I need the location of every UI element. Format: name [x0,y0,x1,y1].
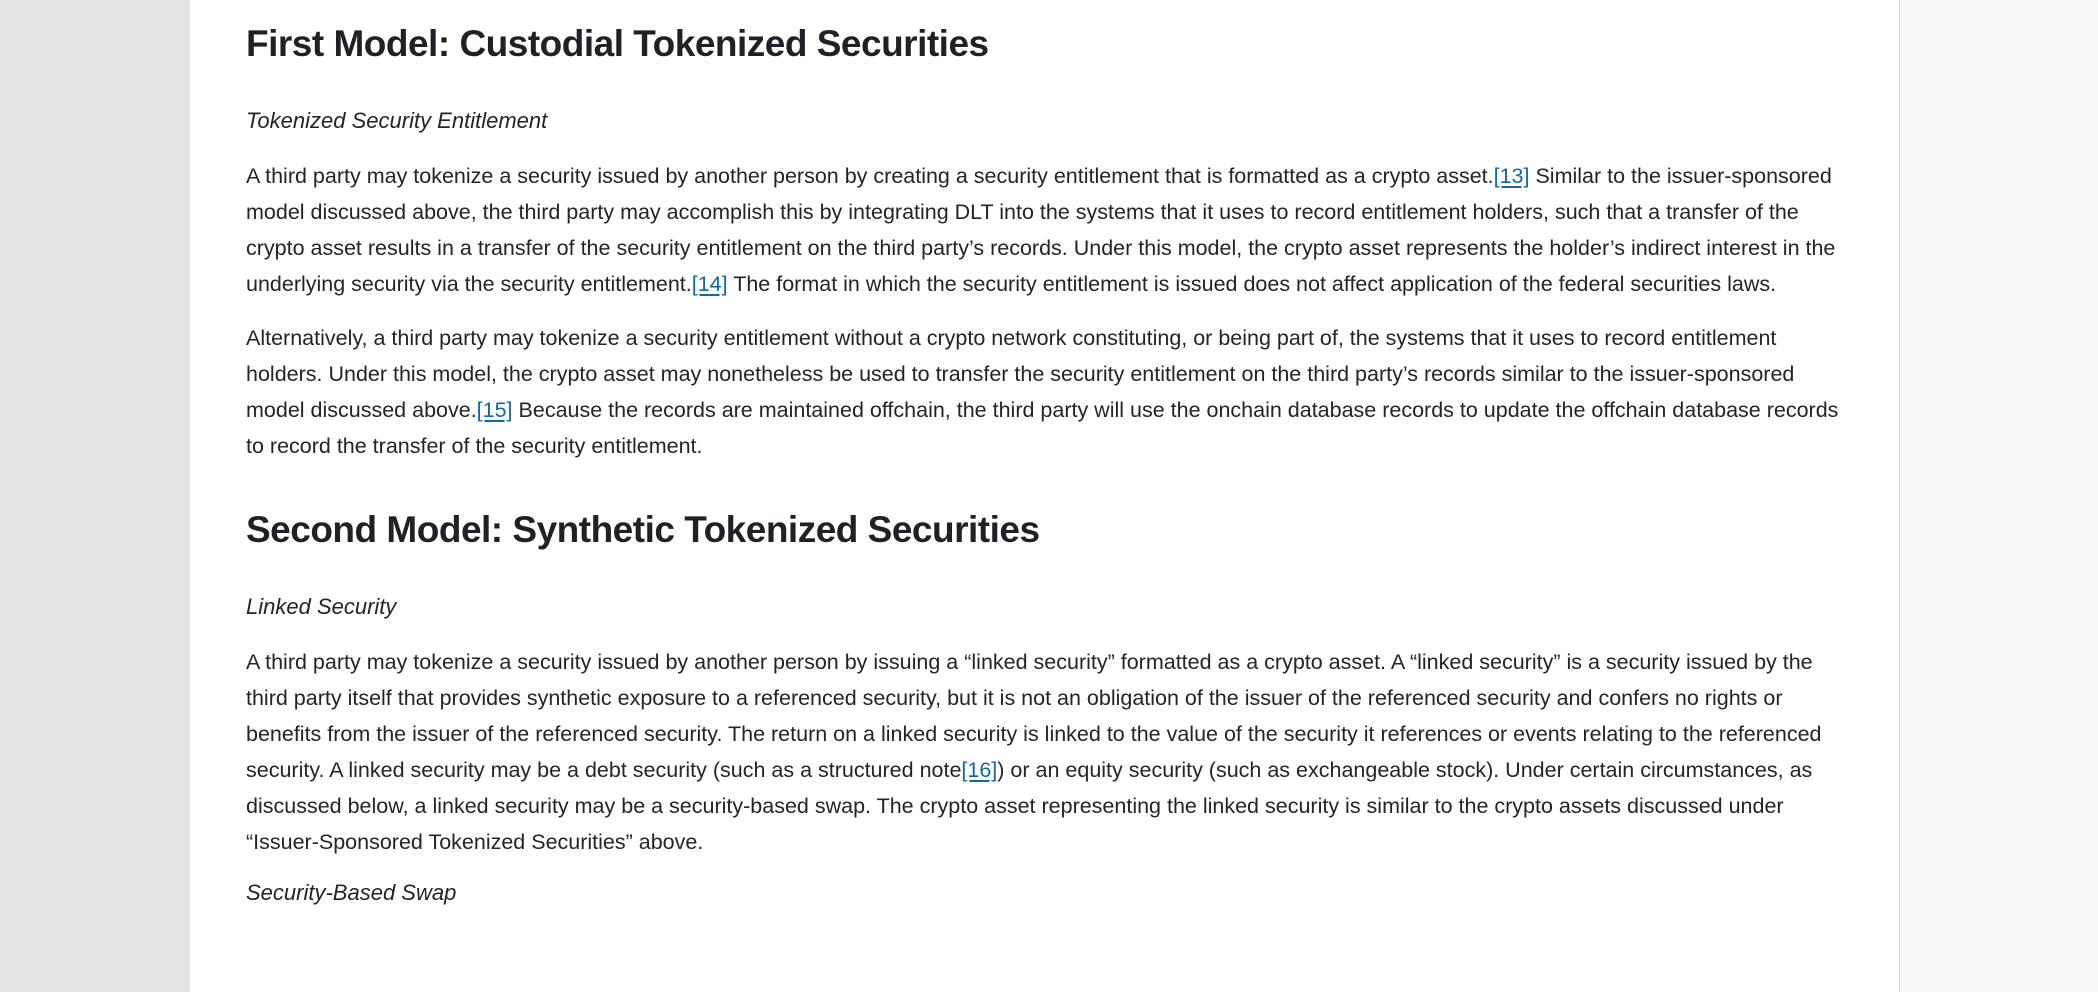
left-gutter [0,0,190,992]
paragraph-text: The format in which the security entitlement is issued does not affect application of the federal securities laws. [727,272,1777,296]
footnote-link-13[interactable]: [13] [1493,164,1530,188]
subheading-security-based-swap: Security-Based Swap [246,880,457,905]
paragraph-text: Because the records are maintained offchain, the third party will use the onchain database records to update the offchain database records to record the transfer of the security entitlement. [246,398,1839,458]
right-gutter [1899,0,2098,992]
paragraph-synthetic-1 [246,644,1846,860]
paragraph-text: ) or an equity security (such as exchangeable stock). Under certain circumstances, as discussed below, a linked security may be a security-based swap. The crypto asset representing the linked security is similar to the crypto assets discussed under “Issuer-Sponsored Tokenized Securities” above. [246,758,1813,854]
subheading-linked-security: Linked Security [246,594,397,619]
paragraph-text: A third party may tokenize a security issued by another person by creating a security entitlement that is formatted as a crypto asset. [246,164,1494,188]
article-pane [190,0,1899,992]
paragraph-custodial-2 [246,320,1846,464]
paragraph-custodial-1 [246,158,1846,302]
paragraph-text: Alternatively, a third party may tokenize a security entitlement without a crypto network constituting, or being part of, the systems that it uses to record entitlement holders. Under this model, the crypto asset may nonetheless be used to transfer the security entitlement on the third party’s records similar to the issuer-sponsored model discussed above. [246,326,1795,422]
footnote-link-15[interactable]: [15] [476,398,513,422]
subheading-tokenized-security-entitlement: Tokenized Security Entitlement [246,108,548,133]
footnote-link-16[interactable]: [16] [961,758,998,782]
footnote-link-14[interactable]: [14] [691,272,728,296]
section-heading-synthetic-tokenized-securities: Second Model: Synthetic Tokenized Securities [246,509,1040,550]
paragraph-text: Similar to the issuer-sponsored model discussed above, the third party may accomplish this by integrating DLT into the systems that it uses to record entitlement holders, such that a transfer of the crypto asset results in a transfer of the security entitlement on the third party’s records. Under this model, the crypto asset represents the holder’s indirect interest in the underlying security via the security entitlement. [246,164,1836,296]
article-content [190,0,1846,908]
paragraph-text: A third party may tokenize a security issued by another person by issuing a “linked security” formatted as a crypto asset. A “linked security” is a security issued by the third party itself that provides synthetic exposure to a referenced security, but it is not an obligation of the issuer of the referenced security and confers no rights or benefits from the issuer of the referenced security. The return on a linked security is linked to the value of the security it references or events relating to the referenced security. A linked security may be a debt security (such as a structured note [246,650,1822,782]
section-heading-custodial-tokenized-securities: First Model: Custodial Tokenized Securities [246,23,989,64]
